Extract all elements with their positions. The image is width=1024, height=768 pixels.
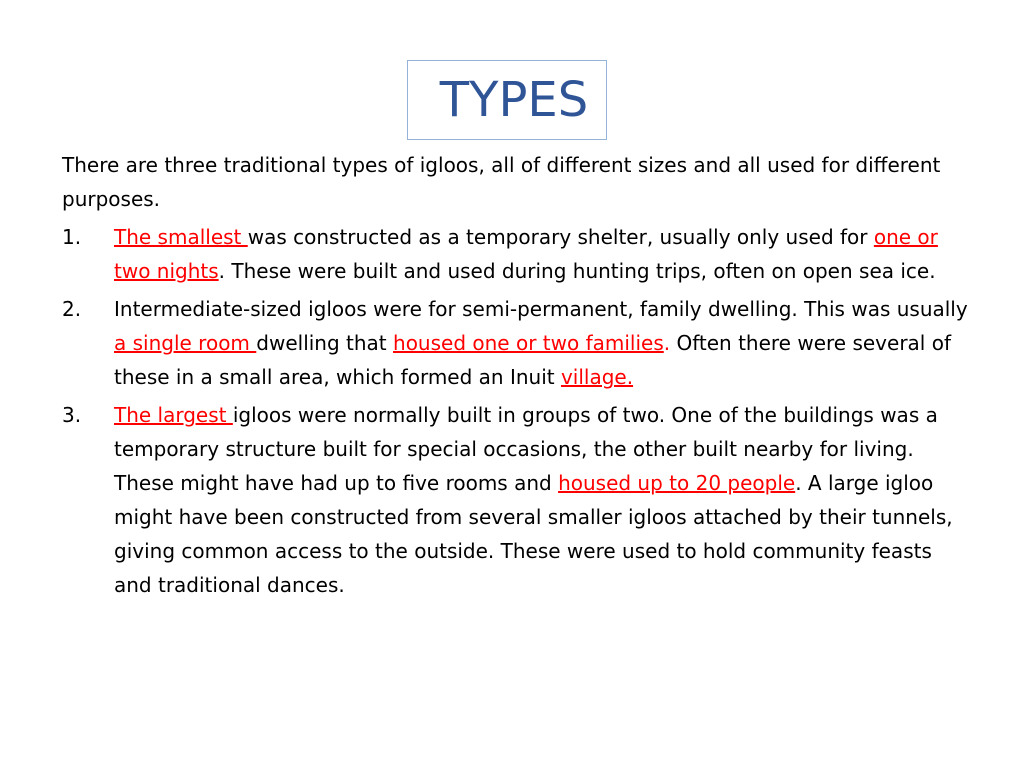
highlight-one-or-two-nights: one or two nights bbox=[114, 225, 938, 283]
item-text bbox=[114, 297, 968, 389]
slide-body bbox=[62, 148, 970, 606]
highlight-housed-20-people: housed up to 20 people bbox=[558, 471, 796, 495]
intro-paragraph: There are three traditional types of igloos, all of different sizes and all used for different purposes. bbox=[62, 153, 941, 211]
list-number: 1. bbox=[62, 225, 82, 249]
highlight-village: village. bbox=[560, 365, 634, 389]
item-text-segment: . These were built and used during hunting trips, often on open sea ice. bbox=[218, 259, 936, 283]
item-text-segment: was constructed as a temporary shelter, usually only used for bbox=[247, 225, 874, 249]
item-text-segment: Intermediate-sized igloos were for semi-permanent, family dwelling. This was usually bbox=[114, 297, 968, 321]
highlight-housed-families: housed one or two families bbox=[393, 331, 664, 355]
highlight-smallest: The smallest bbox=[114, 225, 248, 249]
list-number: 3. bbox=[62, 403, 82, 427]
item-text-segment: Often there were several of these in a small area, which formed an Inuit bbox=[114, 331, 951, 389]
list-item-2 bbox=[62, 292, 970, 394]
item-text bbox=[114, 225, 938, 283]
list-number: 2. bbox=[62, 297, 82, 321]
title-box bbox=[407, 60, 607, 140]
list-item-3 bbox=[62, 398, 970, 602]
item-text-segment: dwelling that bbox=[256, 331, 394, 355]
item-text bbox=[114, 403, 953, 597]
list-item-1 bbox=[62, 220, 970, 288]
highlight-single-room: a single room bbox=[114, 331, 257, 355]
highlight-largest: The largest bbox=[114, 403, 233, 427]
item-text-segment: igloos were normally built in groups of two. One of the buildings was a temporary structure built for special occasions, the other built nearby for living. These might have had up to five rooms and bbox=[114, 403, 938, 495]
item-text-segment: . A large igloo might have been constructed from several smaller igloos attached by their tunnels, giving common access to the outside. These were used to hold community feasts and traditional dances. bbox=[114, 471, 953, 597]
slide-title: TYPES bbox=[439, 72, 589, 128]
highlight-period: . bbox=[663, 331, 671, 355]
